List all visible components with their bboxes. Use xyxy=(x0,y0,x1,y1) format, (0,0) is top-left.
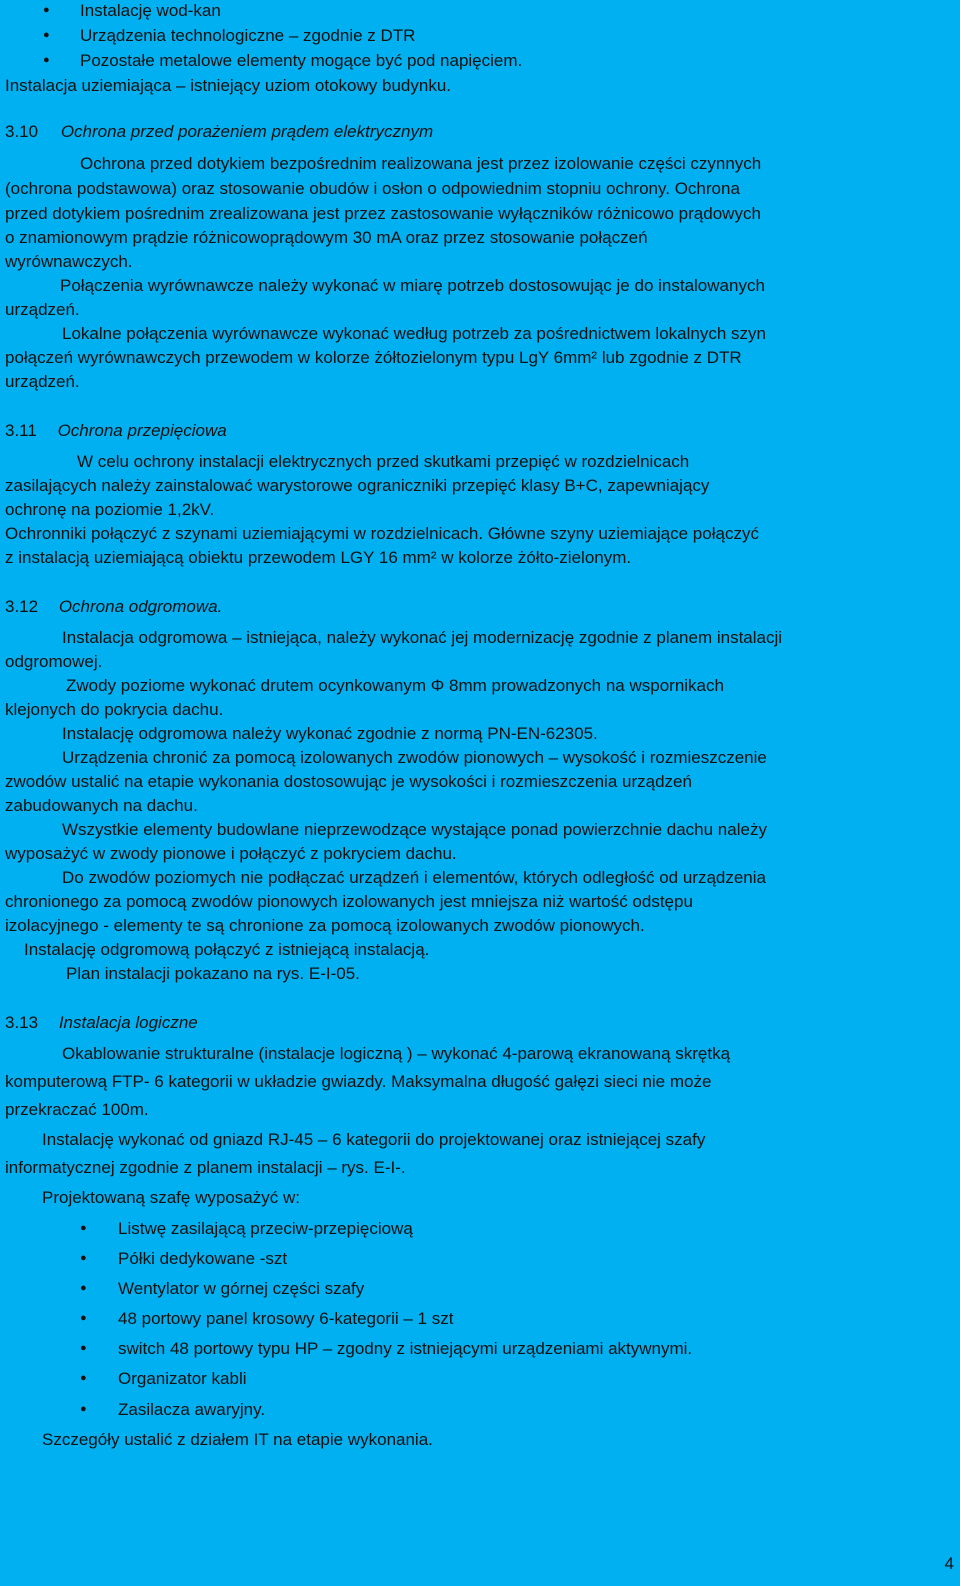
bullet-icon: ● xyxy=(80,1372,87,1384)
bullet-icon: ● xyxy=(80,1312,87,1324)
paragraph-line: zasilających należy zainstalować warystorowe ograniczniki przepięć klasy B+C, zapewniający xyxy=(5,476,710,495)
section-3-13-heading xyxy=(5,1012,198,1033)
paragraph-line: Instalację odgromową połączyć z istniejącą instalacją. xyxy=(24,940,430,959)
section-title: Ochrona odgromowa. xyxy=(58,597,223,616)
paragraph-line: urządzeń. xyxy=(5,372,80,391)
list-item: Urządzenia technologiczne – zgodnie z DTR xyxy=(80,26,416,45)
paragraph-line: Ochrona przed dotykiem bezpośrednim realizowana jest przez izolowanie części czynnych xyxy=(80,154,762,173)
paragraph-line: Lokalne połączenia wyrównawcze wykonać według potrzeb za pośrednictwem lokalnych szyn xyxy=(62,324,766,343)
paragraph-line: Urządzenia chronić za pomocą izolowanych zwodów pionowych – wysokość i rozmieszczenie xyxy=(62,748,767,767)
paragraph-line: odgromowej. xyxy=(5,652,103,671)
paragraph-line: Do zwodów poziomych nie podłączać urządzeń i elementów, których odległość od urządzenia xyxy=(62,868,766,887)
paragraph-line: Instalację odgromowa należy wykonać zgodnie z normą PN-EN-62305. xyxy=(62,724,598,743)
section-3-10-heading xyxy=(5,121,433,142)
section-title: Instalacja logiczne xyxy=(58,1013,198,1032)
paragraph-line: zabudowanych na dachu. xyxy=(5,796,198,815)
paragraph-line: o znamionowym prądzie różnicowoprądowym 30 mA oraz przez stosowanie połączeń xyxy=(5,228,648,247)
list-item: Pozostałe metalowe elementy mogące być pod napięciem. xyxy=(80,51,523,70)
paragraph-line: Ochronniki połączyć z szynami uziemiającymi w rozdzielnicach. Główne szyny uziemiające połączyć xyxy=(5,524,759,543)
bullet-icon: ● xyxy=(80,1342,87,1354)
bullet-icon: ● xyxy=(80,1282,87,1294)
list-item: Wentylator w górnej części szafy xyxy=(118,1279,365,1298)
paragraph-line: Instalacja odgromowa – istniejąca, należy wykonać jej modernizację zgodnie z planem instalacji xyxy=(62,628,783,647)
paragraph-line: klejonych do pokrycia dachu. xyxy=(5,700,224,719)
paragraph-line: W celu ochrony instalacji elektrycznych przed skutkami przepięć w rozdzielnicach xyxy=(77,452,690,471)
paragraph-line: (ochrona podstawowa) oraz stosowanie obudów i osłon o odpowiednim stopniu ochrony. Ochrona xyxy=(5,179,740,198)
paragraph-line: urządzeń. xyxy=(5,300,80,319)
section-3-11-heading xyxy=(5,420,227,441)
paragraph-line: Instalację wykonać od gniazd RJ-45 – 6 kategorii do projektowanej oraz istniejącej szafy xyxy=(42,1130,706,1149)
bullet-icon: ● xyxy=(80,1252,87,1264)
section-number: 3.11 xyxy=(5,421,37,440)
paragraph-line: Połączenia wyrównawcze należy wykonać w miarę potrzeb dostosowując je do instalowanych xyxy=(60,276,765,295)
paragraph-line: wyrównawczych. xyxy=(5,252,133,271)
list-item: switch 48 portowy typu HP – zgodny z istniejącymi urządzeniami aktywnymi. xyxy=(118,1339,693,1358)
paragraph-line: Zwody poziome wykonać drutem ocynkowanym Φ 8mm prowadzonych na wspornikach xyxy=(66,676,724,695)
bullet-icon: ● xyxy=(43,29,50,41)
section-title: Ochrona przed porażeniem prądem elektrycznym xyxy=(60,122,434,141)
paragraph-line: przekraczać 100m. xyxy=(5,1100,149,1119)
list-item: Instalację wod-kan xyxy=(80,1,221,20)
page-number: 4 xyxy=(944,1554,954,1573)
paragraph-line: zwodów ustalić na etapie wykonania dostosowując je wysokości i rozmieszczenia urządzeń xyxy=(5,772,692,791)
list-item: Organizator kabli xyxy=(118,1369,247,1388)
earthing-line: Instalacja uziemiająca – istniejący uziom otokowy budynku. xyxy=(5,76,452,95)
paragraph-line: komputerową FTP- 6 kategorii w układzie gwiazdy. Maksymalna długość gałęzi sieci nie może xyxy=(5,1072,712,1091)
section-3-12-heading xyxy=(5,596,222,617)
list-item: Półki dedykowane -szt xyxy=(118,1249,288,1268)
paragraph-line: ochronę na poziomie 1,2kV. xyxy=(5,500,215,519)
bullet-icon: ● xyxy=(80,1222,87,1234)
section-title: Ochrona przepięciowa xyxy=(57,421,227,440)
section-number: 3.10 xyxy=(5,122,39,141)
paragraph-line: przed dotykiem pośrednim zrealizowana jest przez zastosowanie wyłączników różnicowo prądowych xyxy=(5,204,761,223)
paragraph-line: wyposażyć w zwody pionowe i połączyć z pokryciem dachu. xyxy=(5,844,457,863)
bullet-icon: ● xyxy=(43,54,50,66)
paragraph-line: połączeń wyrównawczych przewodem w kolorze żółtozielonym typu LgY 6mm² lub zgodnie z DTR xyxy=(5,348,742,367)
bullet-icon: ● xyxy=(43,4,50,16)
paragraph-line: izolacyjnego - elementy te są chronione za pomocą izolowanych zwodów pionowych. xyxy=(5,916,645,935)
paragraph-line: informatycznej zgodnie z planem instalacji – rys. E-I-. xyxy=(5,1158,406,1177)
paragraph-line: chronionego za pomocą zwodów pionowych izolowanych jest mniejsza niż wartość odstępu xyxy=(5,892,693,911)
list-item: Listwę zasilającą przeciw-przepięciową xyxy=(118,1219,413,1238)
paragraph-line: Projektowaną szafę wyposażyć w: xyxy=(42,1188,300,1207)
list-item: Zasilacza awaryjny. xyxy=(118,1400,266,1419)
paragraph-line: Okablowanie strukturalne (instalacje logiczną ) – wykonać 4-parową ekranowaną skrętką xyxy=(62,1044,731,1063)
bullet-icon: ● xyxy=(80,1403,87,1415)
paragraph-line: z instalacją uziemiającą obiektu przewodem LGY 16 mm² w kolorze żółto-zielonym. xyxy=(5,548,632,567)
paragraph-line: Wszystkie elementy budowlane nieprzewodzące wystające ponad powierzchnie dachu należy xyxy=(62,820,767,839)
list-item: 48 portowy panel krosowy 6-kategorii – 1 szt xyxy=(118,1309,454,1328)
closing-line: Szczegóły ustalić z działem IT na etapie wykonania. xyxy=(42,1430,433,1449)
section-number: 3.13 xyxy=(5,1013,39,1032)
section-number: 3.12 xyxy=(5,597,39,616)
paragraph-line: Plan instalacji pokazano na rys. E-I-05. xyxy=(66,964,360,983)
